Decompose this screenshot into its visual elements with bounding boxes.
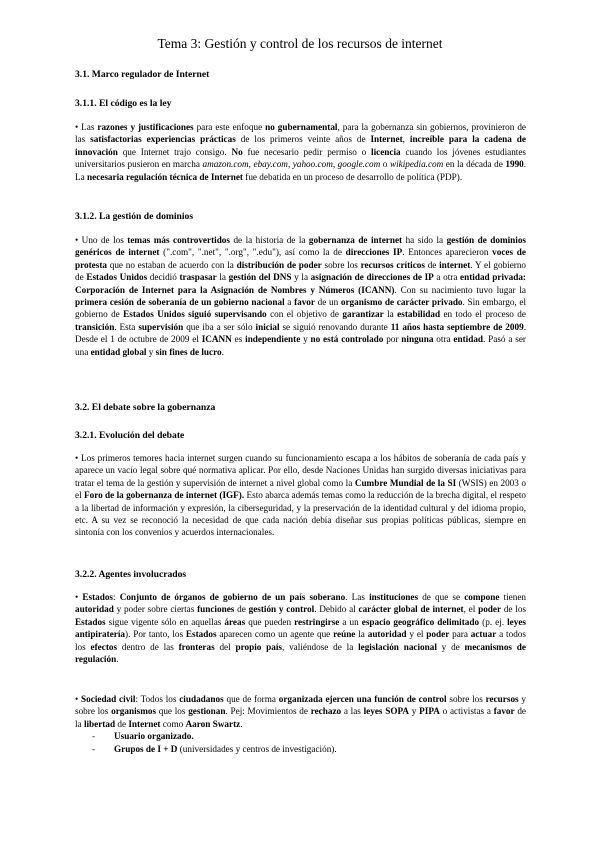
section-heading-3-1-1: 3.1.1. El código es la ley: [75, 98, 172, 109]
bold-span: poder: [478, 604, 502, 615]
paragraph-debate-evolution: [75, 452, 526, 539]
text-span: con el objetivo de: [266, 309, 343, 320]
text-span: de la historia de la: [229, 235, 309, 245]
text-span: y el: [406, 629, 427, 640]
bold-span: efectos: [90, 641, 118, 652]
bold-span: gestión y control: [248, 604, 315, 615]
text-span: sobre los: [321, 259, 361, 270]
bold-span: poder: [426, 629, 450, 640]
text-span: la: [383, 309, 398, 320]
paragraph-civil-society: [75, 693, 526, 730]
bold-span: ninguna: [401, 334, 434, 345]
bold-span: Aaron Swartz: [185, 718, 241, 729]
text-span: a un: [339, 616, 362, 627]
text-span: de: [234, 604, 249, 615]
document-title: Tema 3: Gestión y control de los recursos de internet: [157, 36, 443, 51]
text-span: y la: [291, 272, 311, 283]
bold-span: entidad global: [90, 346, 147, 357]
bold-span: recursos críticos: [360, 259, 425, 270]
paragraph-domain-management: [75, 234, 526, 358]
text-span: por: [383, 334, 402, 345]
text-span: . Desde el 1 de octubre de 2009 el: [75, 321, 526, 345]
text-span: de un: [314, 297, 341, 308]
bold-span: 1990: [505, 159, 524, 170]
text-span: . Pej: Movimientos de: [225, 706, 311, 717]
bold-span: instituciones: [369, 592, 419, 602]
bold-span: leyes antipiratería: [75, 616, 526, 640]
bold-span: Internet: [370, 134, 403, 145]
text-span: de: [115, 718, 129, 729]
bold-span: compone: [464, 592, 500, 602]
bold-span: Estados: [75, 616, 106, 627]
bold-span: entidad privada: Corporación de Internet para la Asignación de Nombres y Números (ICANN): [75, 272, 526, 295]
text-span: .: [116, 654, 119, 665]
text-span: cuando los jóvenes estudiantes universitarios pusieron en marcha: [75, 146, 526, 170]
text-span: • Los primeros temores hacia internet surgen cuando su funcionamiento escapa a los hábitos de soberanía de cada país y aparece un vacío legal sobre qué normativa aplicar. Por ello, desde Naciones Unidas han surgido diversas iniciativas para tratar el tema de la gestión y supervisión de internet a nivel global como la: [75, 453, 526, 488]
bold-span: no está controlado: [310, 334, 384, 345]
text-span: .: [221, 346, 224, 357]
text-span: Esto abarca además temas como la reducción de la brecha digital, el respeto a la libertad de información y expresión, la ciberseguridad, y la preservación de la identidad cultural y del idioma propio, etc. A su vez se reconoció la necesidad de que cada nación debía diseñar sus propias políticas públicas, siempre en sintonía con los convenios y acuerdos internacionales.: [75, 490, 526, 538]
section-heading-3-2: 3.2. El debate sobre la gobernanza: [75, 402, 216, 413]
text-span: es: [231, 334, 246, 345]
text-span: de que se: [418, 592, 465, 602]
bold-span: asignación de direcciones de IP: [310, 272, 434, 283]
text-span: ,: [287, 159, 293, 170]
bold-span: espacio geográfico delimitado: [361, 616, 480, 627]
text-span: . Entonces aparecieron: [402, 247, 493, 258]
text-span: . Con su nacimiento tuvo lugar la: [394, 284, 526, 295]
text-span: • Uno de los: [75, 235, 128, 245]
text-span: otra: [433, 334, 454, 345]
bold-span: gobernanza de internet: [308, 235, 403, 245]
bold-span: Conjunto de órganos de gobierno de un país soberano: [119, 592, 346, 602]
text-span: , para la gobernanza sin gobiernos, provinieron de las: [75, 122, 526, 145]
text-span: , valiéndose de la: [282, 641, 359, 652]
text-span: que iba a ser sólo: [183, 321, 256, 332]
bold-span: temas más controvertidos: [127, 235, 230, 245]
bold-span: internet: [439, 259, 471, 270]
bold-span: ICANN: [201, 334, 232, 345]
text-span: (".com", ".net", ".org", ".edu"), así como la de: [159, 247, 346, 258]
bold-span: Foro de la gobernanza de internet (IGF).: [83, 490, 245, 501]
bold-span: 11 años hasta septiembre de 2009: [390, 321, 524, 332]
text-span: de los: [501, 604, 527, 615]
list-item: [92, 743, 337, 755]
section-heading-3-1: 3.1. Marco regulador de Internet: [75, 69, 210, 80]
text-span: de la: [75, 706, 527, 729]
text-span: sigue vigente sólo en aquellas: [105, 616, 225, 627]
bold-span: libertad: [83, 718, 116, 729]
bold-span: no gubernamental: [265, 122, 338, 132]
text-span: ,: [332, 159, 338, 170]
bold-span: ciudadanos: [179, 694, 224, 704]
text-span: •: [75, 694, 82, 704]
text-span: .: [240, 718, 243, 729]
text-span: • Las: [75, 122, 98, 132]
bold-span: legislación nacional: [358, 641, 437, 652]
italic-span: amazon.com: [202, 159, 249, 170]
text-span: . Esta: [114, 321, 139, 332]
bold-span: Grupos de I + D: [114, 744, 178, 754]
text-span: tienen: [499, 592, 527, 602]
text-span: para este enfoque: [193, 122, 266, 132]
bold-span: Usuario organizado.: [114, 731, 194, 741]
text-span: fue debatida en un proceso de desarrollo de política (PDP).: [242, 171, 463, 182]
bold-span: voces de protesta: [75, 247, 526, 270]
text-span: fue necesario pedir permiso o: [242, 146, 372, 157]
bold-span: Estados Unidos siguió supervisando: [123, 309, 267, 320]
bold-span: direcciones IP: [345, 247, 403, 258]
text-span: de los primeros veinte años de: [235, 134, 371, 145]
bold-span: primera cesión de soberanía de un gobierno nacional: [75, 297, 285, 308]
text-span: . Sin embargo, el gobierno de: [75, 297, 527, 320]
italic-span: google.com: [337, 159, 381, 170]
bold-span: estabilidad: [397, 309, 441, 320]
list-item: [92, 730, 194, 742]
text-span: en todo el proceso de: [440, 309, 526, 320]
text-span: ,: [402, 134, 410, 145]
bold-span: distribución de poder: [236, 259, 322, 270]
text-span: de: [424, 259, 440, 270]
text-span: que pueden: [245, 616, 295, 627]
bold-span: razones y justificaciones: [97, 122, 194, 132]
bold-span: mecanismos de regulación: [75, 641, 526, 665]
text-span: y de: [436, 641, 465, 652]
bold-span: restringirse: [294, 616, 340, 627]
text-span: para: [449, 629, 471, 640]
text-span: en la década de: [443, 159, 506, 170]
bold-span: No: [231, 146, 243, 157]
bold-span: funciones: [197, 604, 235, 615]
text-span: que no estaban de acuerdo con la: [106, 259, 237, 270]
text-span: ). Por tanto, los: [125, 629, 186, 640]
text-span: la: [216, 272, 229, 283]
bold-span: supervisión: [138, 321, 184, 332]
bold-span: carácter global de internet: [358, 604, 464, 615]
text-span: . La: [75, 159, 527, 182]
bold-span: organismo de carácter privado: [340, 297, 463, 308]
text-span: a: [284, 297, 295, 308]
text-span: que de forma: [223, 694, 279, 704]
text-span: ,: [248, 159, 254, 170]
text-span: . Debido al: [314, 604, 359, 615]
text-span: y: [146, 346, 156, 357]
bold-span: rechazo: [310, 706, 342, 717]
bold-span: Sociedad civil: [81, 694, 136, 704]
bold-span: Cumbre Mundial de la SI: [354, 477, 457, 488]
text-span: , el: [463, 604, 479, 615]
bold-span: increíble para la cadena de innovación: [75, 134, 526, 157]
text-span: la: [355, 629, 368, 640]
bold-span: independiente: [245, 334, 301, 345]
text-span: o activistas a: [439, 706, 494, 717]
text-span: y sobre los: [75, 694, 527, 717]
text-span: que los: [156, 706, 189, 717]
section-heading-3-2-2: 3.2.2. Agentes involucrados: [75, 569, 187, 580]
text-span: : Todos los: [135, 694, 180, 704]
text-span: a otra: [433, 272, 461, 283]
text-span: que Internet trajo consigo.: [117, 146, 232, 157]
text-span: a las: [341, 706, 364, 717]
bold-span: áreas: [224, 616, 246, 627]
bold-span: actuar: [470, 629, 497, 640]
text-span: . Pasó a ser una: [75, 334, 526, 357]
bold-span: Estados: [185, 629, 217, 640]
bold-span: gestión de dominios genéricos de internet: [75, 235, 526, 258]
text-span: ha sido la: [402, 235, 447, 245]
bold-span: traspasar: [179, 272, 217, 283]
list-dash: -: [92, 731, 96, 741]
text-span: y: [300, 334, 311, 345]
italic-span: wikipedia.com: [389, 159, 444, 170]
list-dash: -: [92, 744, 96, 754]
text-span: (universidades y centros de investigación).: [177, 744, 337, 754]
bold-span: satisfactorias experiencias prácticas: [90, 134, 236, 145]
paragraph-code-is-law: [75, 121, 526, 183]
bold-span: reúne: [333, 629, 356, 640]
text-span: sobre los: [446, 694, 486, 704]
bold-span: gestión del DNS: [228, 272, 292, 283]
bold-span: fronteras: [178, 641, 215, 652]
italic-span: yahoo.com: [292, 159, 333, 170]
text-span: se siguió renovando durante: [279, 321, 391, 332]
text-span: del: [214, 641, 236, 652]
text-span: y poder sobre ciertas: [113, 604, 198, 615]
text-span: (p. ej.: [479, 616, 508, 627]
bold-span: transición: [75, 321, 115, 332]
text-span: aparecen como un agente que: [216, 629, 334, 640]
bold-span: Estados: [82, 592, 113, 602]
bold-span: autoridad: [367, 629, 407, 640]
bold-span: garantizar: [342, 309, 384, 320]
bold-span: Internet: [128, 718, 161, 729]
bold-span: licencia: [371, 146, 401, 157]
text-span: . Y el gobierno de: [75, 259, 527, 283]
text-span: a todos los: [75, 629, 526, 652]
text-span: •: [75, 592, 83, 602]
text-span: dentro de las: [117, 641, 179, 652]
section-heading-3-2-1: 3.2.1. Evolución del debate: [75, 430, 185, 441]
section-heading-3-1-2: 3.1.2. La gestión de dominios: [75, 211, 194, 222]
bold-span: organismos: [111, 706, 157, 717]
bold-span: propio país: [235, 641, 282, 652]
bold-span: necesaria regulación técnica de Internet: [87, 171, 243, 182]
bold-span: leyes SOPA: [363, 706, 410, 717]
text-span: o: [380, 159, 390, 170]
italic-span: ebay.com: [253, 159, 288, 170]
bold-span: Estados Unidos: [86, 272, 148, 283]
text-span: y: [409, 706, 420, 717]
bold-span: PIPA: [419, 706, 440, 717]
text-span: (WSIS) en 2003 o el: [75, 477, 526, 501]
text-span: decidió: [147, 272, 180, 283]
paragraph-states: [75, 591, 526, 665]
bold-span: organizada ejercen una función de control: [278, 694, 447, 704]
bold-span: sin fines de lucro: [155, 346, 222, 357]
bold-span: recursos: [485, 694, 519, 704]
bold-span: inicial: [255, 321, 280, 332]
bold-span: favor: [294, 297, 315, 308]
bold-span: favor: [493, 706, 515, 717]
text-span: . Las: [345, 592, 370, 602]
text-span: :: [113, 592, 120, 602]
bold-span: gestionan: [188, 706, 226, 717]
text-span: como: [160, 718, 186, 729]
bold-span: autoridad: [75, 604, 114, 615]
bold-span: entidad: [453, 334, 484, 345]
